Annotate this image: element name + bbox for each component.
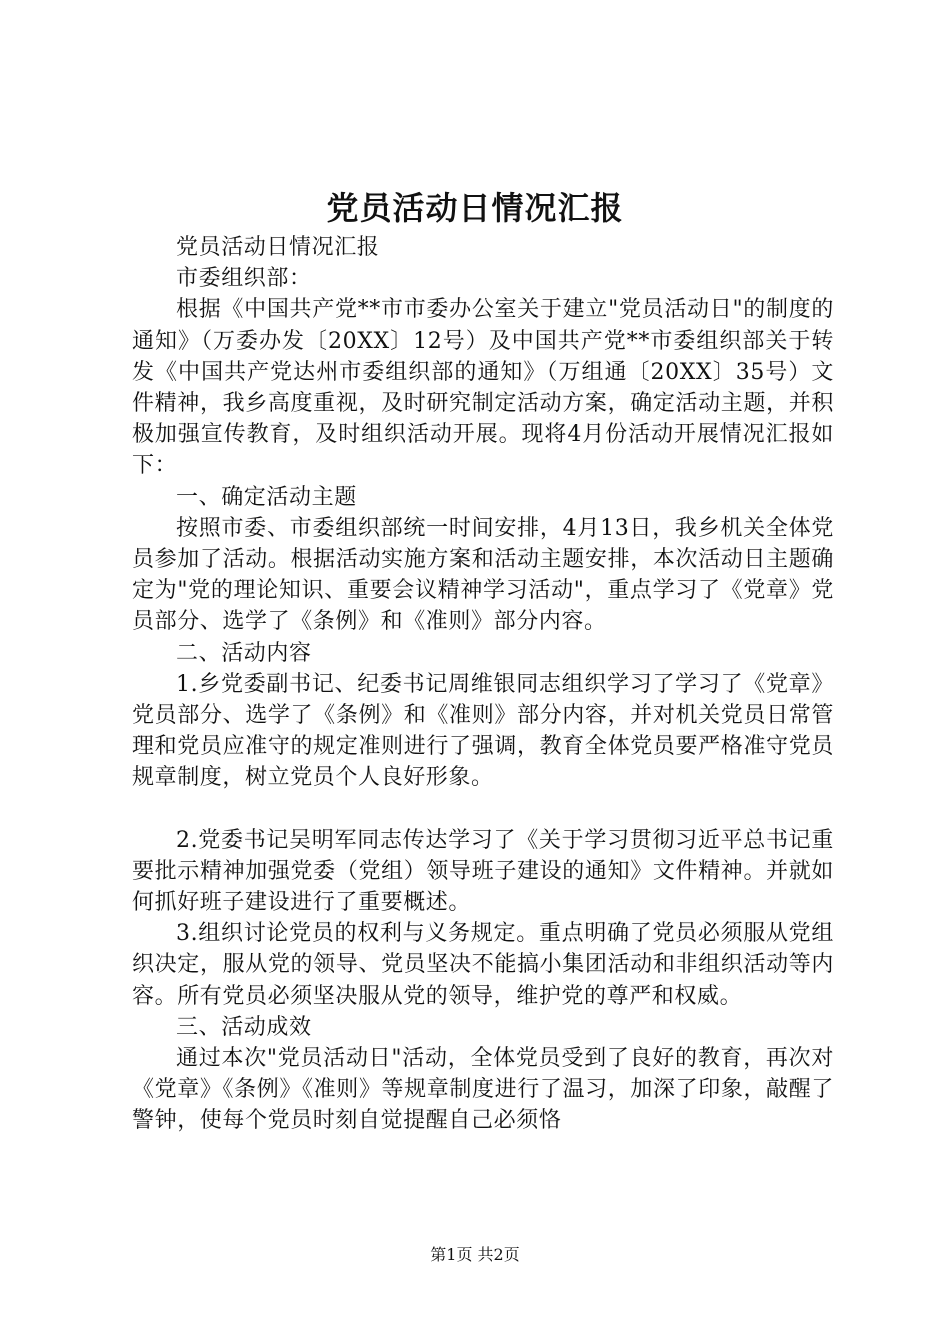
paragraph-content-item-3: 3.组织讨论党员的权利与义务规定。重点明确了党员必须服从党组织决定，服从党的领导、党员坚决不能搞小集团活动和非组织活动等内容。所有党员必须坚决服从党的领导，维护党的尊严和权威。 [132, 921, 834, 1009]
paragraph-intro: 根据《中国共产党**市市委办公室关于建立"党员活动日"的制度的通知》（万委办发〔20XX〕12号）及中国共产党**市委组织部关于转发《中国共产党达州市委组织部的通知》（万组通〔20XX〕35号）文件精神，我乡高度重视，及时研究制定活动方案，确定活动主题，并积极加强宣传教育，及时组织活动开展。现将4月份活动开展情况汇报如下： [132, 297, 834, 479]
page-footer: 第1页 共2页 [430, 1245, 520, 1264]
section-heading-results: 三、活动成效 [176, 1014, 312, 1040]
paragraph-salutation: 市委组织部： [176, 266, 312, 292]
document-title: 党员活动日情况汇报 [326, 189, 624, 227]
paragraph-heading-repeat: 党员活动日情况汇报 [176, 235, 380, 260]
paragraph-content-item-1: 1.乡党委副书记、纪委书记周维银同志组织学习了学习了《党章》党员部分、选学了《条例》和《准则》部分内容，并对机关党员日常管理和党员应准守的规定准则进行了强调，教育全体党员要严格准守党员规章制度，树立党员个人良好形象。 [132, 671, 834, 791]
paragraph-theme: 按照市委、市委组织部统一时间安排，4月13日，我乡机关全体党员参加了活动。根据活动实施方案和活动主题安排，本次活动日主题确定为"党的理论知识、重要会议精神学习活动"，重点学习了《党章》党员部分、选学了《条例》和《准则》部分内容。 [132, 515, 834, 635]
section-heading-content: 二、活动内容 [176, 640, 312, 666]
paragraph-content-item-2: 2.党委书记吴明军同志传达学习了《关于学习贯彻习近平总书记重要批示精神加强党委（党组）领导班子建设的通知》文件精神。并就如何抓好班子建设进行了重要概述。 [132, 827, 834, 916]
section-heading-theme: 一、确定活动主题 [176, 484, 357, 510]
document-body [132, 232, 834, 1137]
paragraph-results: 通过本次"党员活动日"活动，全体党员受到了良好的教育，再次对《党章》《条例》《准则》等规章制度进行了温习，加深了印象，敲醒了警钟，使每个党员时刻自觉提醒自己必须恪 [132, 1046, 834, 1134]
